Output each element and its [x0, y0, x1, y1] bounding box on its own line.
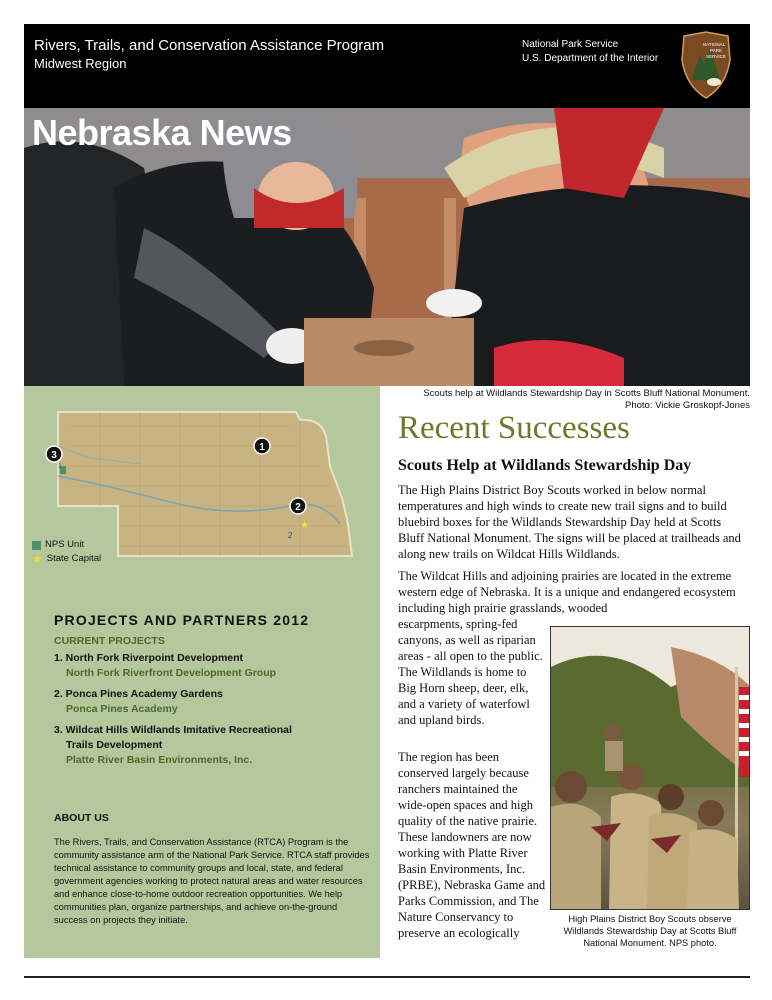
scouts-photo [550, 626, 750, 910]
about-heading: ABOUT US [54, 812, 109, 824]
program-name: Rivers, Trails, and Conservation Assistance Program [34, 37, 385, 54]
scouts-photo-caption: High Plains District Boy Scouts observe Wildlands Stewardship Day at Scotts Bluff National Monument. NPS photo. [563, 914, 737, 948]
nps-unit-swatch [32, 541, 41, 550]
project-partner: North Fork Riverfront Development Group [66, 667, 277, 679]
article-paragraph-1: The High Plains District Boy Scouts worked in below normal temperatures and high winds to create new trail signs and to build bluebird boxes for the Wildlands Stewardship Day held at Scotts Bluff National Monument. The signs will be placed at trailheads and along new trails on Wildcat Hills Wildlands. [398, 483, 741, 561]
article-paragraph-2-continued: escarpments, spring-fed canyons, as well as riparian areas - all open to the public. The Wildlands is home to Big Horn sheep, deer, elk, and a variety of waterfowl and upland birds. [398, 617, 543, 727]
logo-text-2: PARK [710, 48, 722, 53]
about-text: The Rivers, Trails, and Conservation Assistance (RTCA) Program is the community assistance arm of the National Park Service. RTCA staff provides technical assistance to community groups and local, state, and federal government agencies working to protect natural areas and water resources and enhance close-to-home outdoor recreation opportunities. We help communities plan, organize partnerships, and achieve on-the-ground success on projects they initiate. [54, 837, 370, 925]
project-partner: Platte River Basin Environments, Inc. [66, 754, 253, 766]
article-paragraph-3: The region has been conserved largely because ranchers maintained the wide-open spaces and high quality of the native prairie. These landowners are now working with Platte River Basin Environments, Inc. (PRBE), Nebraska Game and Parks Commission, and The Nature Conservancy to preserve an ecologically [398, 750, 546, 940]
project-title: 3. Wildcat Hills Wildlands Imitative Recreational [54, 724, 292, 736]
newsletter-title: Nebraska News [32, 112, 292, 153]
hero-caption-line1: Scouts help at Wildlands Stewardship Day in Scotts Bluff National Monument. [423, 388, 750, 399]
map-small-label-2: 2 [288, 531, 293, 540]
projects-subheading: CURRENT PROJECTS [54, 635, 165, 647]
masthead [24, 24, 750, 108]
section-heading: Recent Successes [398, 410, 630, 446]
project-item [54, 723, 364, 768]
projects-heading: PROJECTS AND PARTNERS 2012 [54, 612, 310, 628]
logo-text-1: NATIONAL [702, 42, 726, 47]
article-paragraph-2: The Wildcat Hills and adjoining prairies are located in the extreme western edge of Nebraska. It is a unique and endangered ecosystem including high prairie grasslands, wooded [398, 569, 736, 615]
bottom-divider [24, 976, 750, 978]
sidebar-panel [24, 386, 380, 958]
legend-state-capital: State Capital [46, 553, 102, 564]
agency-name: National Park Service [522, 39, 619, 50]
project-title: 2. Ponca Pines Academy Gardens [54, 688, 223, 700]
project-partner: Ponca Pines Academy [66, 703, 178, 715]
nps-arrowhead-logo [680, 30, 732, 100]
state-capital-star-icon: ★ [300, 520, 309, 531]
project-item [54, 651, 364, 681]
project-list [54, 651, 364, 774]
map-marker-2-label: 2 [295, 502, 301, 513]
hero-photo [24, 108, 750, 386]
map-marker-3-label: 3 [51, 450, 57, 461]
hero-caption-credit: Photo: Vickie Groskopf-Jones [625, 400, 750, 411]
map-legend [32, 538, 101, 566]
project-title-continued: Trails Development [66, 739, 163, 751]
project-item [54, 687, 364, 717]
scouts-photo-illustration [551, 627, 750, 910]
article-title: Scouts Help at Wildlands Stewardship Day [398, 457, 692, 474]
department-name: U.S. Department of the Interior [522, 53, 659, 64]
region-name: Midwest Region [34, 56, 127, 71]
legend-nps-unit: NPS Unit [45, 539, 85, 550]
map-marker-1-label: 1 [259, 442, 265, 453]
star-icon: ★ [32, 552, 43, 566]
map-small-label-1: 1 [58, 463, 62, 470]
logo-text-3: SERVICE [706, 54, 726, 59]
hero-caption [380, 388, 750, 412]
legend-row-capital [32, 552, 101, 566]
project-title: 1. North Fork Riverpoint Development [54, 652, 244, 664]
legend-row-nps [32, 538, 101, 552]
